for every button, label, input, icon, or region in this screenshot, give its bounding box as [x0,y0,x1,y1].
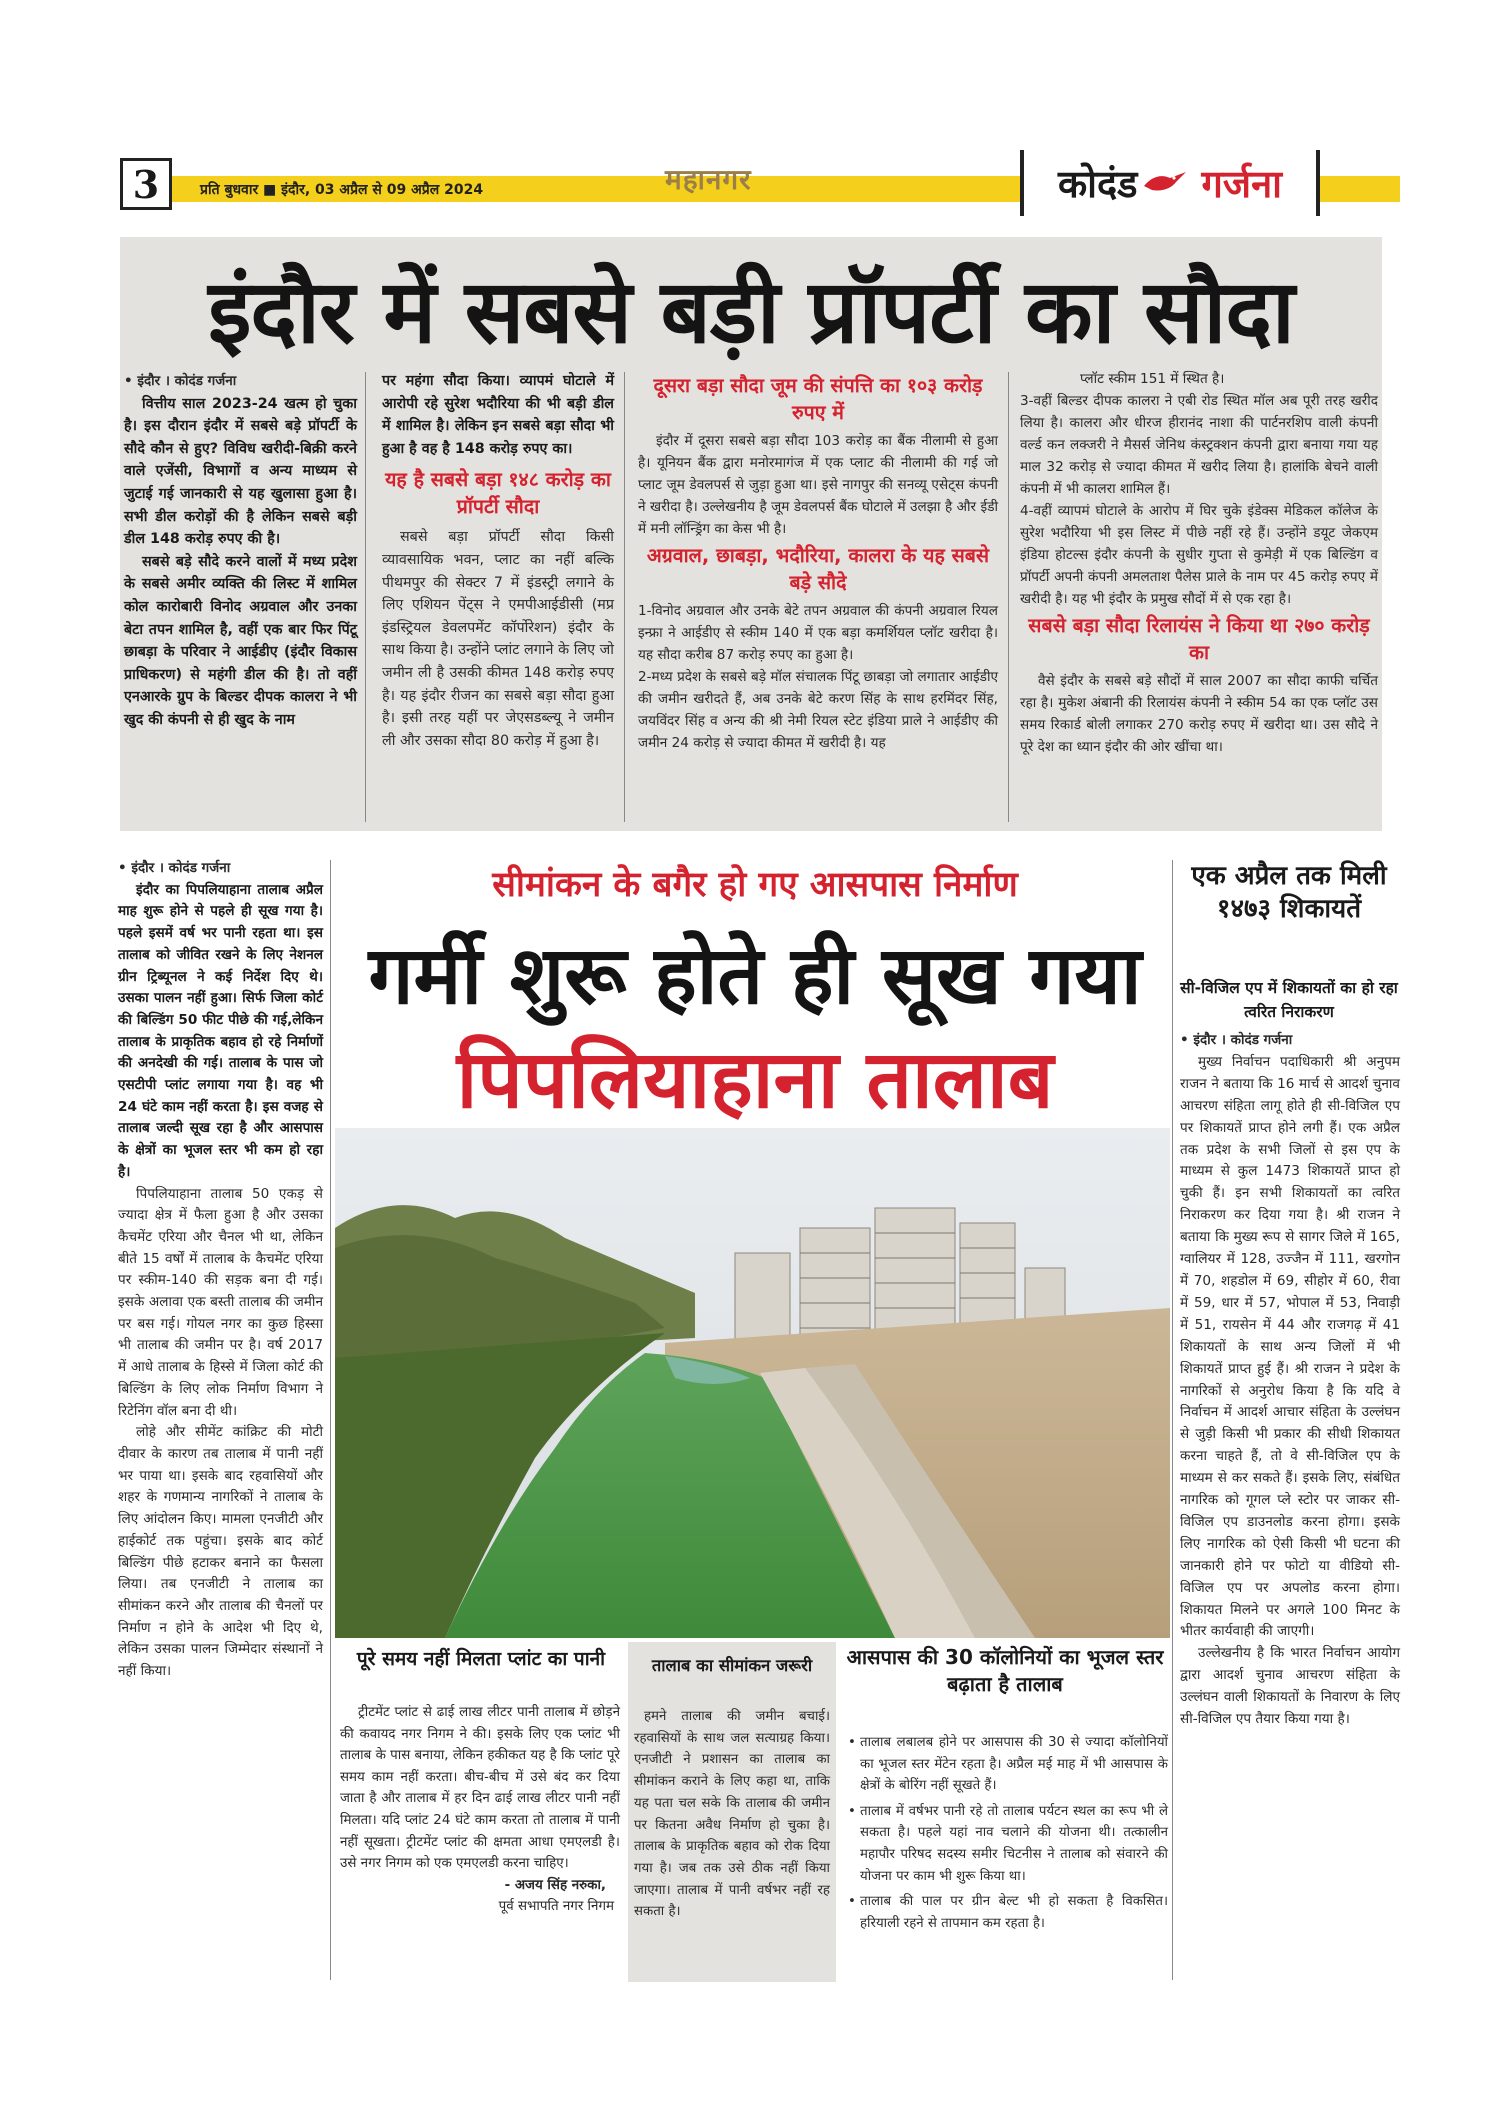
paragraph: ट्रीटमेंट प्लांट से ढाई लाख लीटर पानी तालाब में छोड़ने की कवायद नगर निगम ने की। इसके लिए एक प्लांट भी तालाब के पास बनाया, लेकिन हकीकत यह है कि प्लांट पूरे समय काम नहीं करता। बीच-बीच में उसे बंद कर दिया जाता है और तालाब में हर दिन ढाई लाख लीटर पानी नहीं मिलता। यदि प्लांट 24 घंटे काम करता तो तालाब में पानी नहीं सूखता। ट्रीटमेंट प्लांट की क्षमता आधा एमएलडी है। उसे नगर निगम को एक एमएलडी करना चाहिए। [340,1705,620,1872]
top-story-col-2 [382,370,614,752]
box2-body [634,1706,830,1923]
byline: • इंदौर । कोदंड गर्जना [1180,1032,1293,1048]
dry-lake-image [335,1128,1170,1638]
paragraph: इंदौर में दूसरा सबसे बड़ा सौदा 103 करोड़ का बैंक नीलामी से हुआ है। यूनियन बैंक द्वारा मनोरमागंज में एक प्लाट की नीलामी की गई जो प्लाट जूम डेवलपर्स से जुड़ा हुआ था। इसे नागपुर की सनव्यू एसेट्स कंपनी ने खरीदा है। उल्लेखनीय है जूम डेवलपर्स बैंक घोटाले में उलझा है और ईडी में मनी लॉन्ड्रिंग का केस भी है। [638,433,998,537]
column-divider [365,372,366,822]
paragraph: 1-विनोद अग्रवाल और उनके बेटे तपन अग्रवाल की कंपनी अग्रवाल रियल इन्फ्रा ने आईडीए से स्कीम 140 में एक बड़ा कमर्शियल प्लॉट खरीदा है। यह सौदा करीब 87 करोड़ रुपए का हुआ है। [638,603,998,663]
bird-logo-icon [1142,168,1188,198]
lake-story-headline-2: पिपलियाहाना तालाब [456,1033,1054,1126]
paragraph: इंदौर का पिपलियाहाना तालाब अप्रैल माह शुरू होने से पहले ही सूख गया है। पहले इसमें वर्ष भर पानी रहता था। इस तालाब को जीवित रखने के लिए नेशनल ग्रीन ट्रिब्यूनल ने कई निर्देश दिए थे। उसका पालन नहीं हुआ। सिर्फ जिला कोर्ट की बिल्डिंग 50 फीट पीछे की गई,लेकिन तालाब के प्राकृतिक बहाव हो रहे निर्माणों की अनदेखी की गई। तालाब के पास जो एसटीपी प्लांट लगाया गया है। वह भी 24 घंटे काम नहीं करता है। इस वजह से तालाब जल्दी सूख रहा है और आसपास के क्षेत्रों का भूजल स्तर भी कम हो रहा है। [118,881,323,1180]
right-story-subhead: सी-विजिल एप में शिकायतों का हो रहा त्वरित निराकरण [1180,979,1398,1021]
lake-story-headline-1: गर्मी शुरू होते ही सूख गया [368,929,1142,1022]
paragraph: 2-मध्य प्रदेश के सबसे बड़े मॉल संचालक पिंटू छाबड़ा जो लगातार आईडीए की जमीन खरीदते हैं, अब उनके बेटे करण सिंह के साथ हरमिंदर सिंह, जयविंदर सिंह व अन्य की श्री नेमी रियल स्टेट इंडिया प्राले ने आईडीए की जमीन 24 करोड़ से ज्यादा कीमत में खरीदी है। यह [638,669,998,751]
right-story-body [1180,1030,1400,1731]
top-story-col-1 [124,370,357,732]
lake-story-kicker: सीमांकन के बगैर हो गए आसपास निर्माण [492,865,1018,905]
column-divider [624,372,625,822]
box3-list [848,1732,1168,1934]
list-item: • तालाब की पाल पर ग्रीन बेल्ट भी हो सकता है विकसित। हरियाली रहने से तापमान कम रहता है। [860,1891,1168,1934]
lake-story-left-col [118,858,323,1683]
paragraph: वित्तीय साल 2023-24 खत्म हो चुका है। इस दौरान इंदौर में सबसे बड़े प्रॉपर्टी के सौदे कौन से हुए? विविध खरीदी-बिक्री करने वाले एजेंसी, विभागों व अन्य माध्यम से जुटाई गई जानकारी से यह खुलासा हुआ है। सभी डील करोड़ों की है लेकिन सबसे बड़ी डील 148 करोड़ रुपए की है। [124,395,357,548]
paragraph: 3-वहीं बिल्डर दीपक कालरा ने एबी रोड स्थित मॉल अब पूरी तरह खरीद लिया है। कालरा और धीरज हीरानंद नाशा की पार्टनरशिप वाली कंपनी वर्ल्ड कन लक्जरी ने मैसर्स जेनिथ कंस्ट्रक्शन कंपनी द्वारा बनाया गया यह माल 32 करोड़ से ज्यादा कीमत में खरीद लिया है। हालांकि बेचने वाली कंपनी में भी कालरा शामिल हैं। [1020,393,1378,497]
byline: • इंदौर । कोदंड गर्जना [124,373,237,389]
section-title: महानगर [665,163,752,196]
paragraph: उल्लेखनीय है कि भारत निर्वाचन आयोग द्वारा आदर्श चुनाव आचरण संहिता के उल्लंघन वाली शिकायतों के निवारण के लिए सी-विजिल एप तैयार किया गया है। [1180,1645,1400,1728]
right-story-headline: एक अप्रैल तक मिली १४७३ शिकायतें [1191,861,1387,924]
list-item: • तालाब लबालब होने पर आसपास की 30 से ज्यादा कॉलोनियों का भूजल स्तर मेंटेन रहता है। अप्रैल मई माह में भी आसपास के क्षेत्रों के बोरिंग नहीं सूखते हैं। [860,1732,1168,1797]
paragraph: पिपलियाहाना तालाब 50 एकड़ से ज्यादा क्षेत्र में फैला हुआ है और उसका कैचमेंट एरिया और चैनल भी था, लेकिन बीते 15 वर्षों में तालाब के कैचमेंट एरिया पर स्कीम-140 की सड़क बना दी गई। इसके अलावा एक बस्ती तालाब की जमीन पर बस गई। गोयल नगर का कुछ हिस्सा भी तालाब की जमीन पर है। वर्ष 2017 में आधे तालाब के हिस्से में जिला कोर्ट की बिल्डिंग के लिए लोक निर्माण विभाग ने रिटेनिंग वॉल बना दी थी। [118,1185,323,1419]
lake-photo [335,1128,1170,1638]
dateline: प्रति बुधवार ■ इंदौर, 03 अप्रैल से 09 अप्रैल 2024 [200,182,484,198]
column-divider [1172,860,1173,1980]
list-item: • तालाब में वर्षभर पानी रहे तो तालाब पर्यटन स्थल का रूप भी ले सकता है। पहले यहां नाव चलाने की योजना थी। तत्कालीन महापौर परिषद सदस्य समीर चिटनीस ने तालाब को संवारने की योजना पर काम भी शुरू किया था। [860,1801,1168,1887]
box1-heading: पूरे समय नहीं मिलता प्लांट का पानी [356,1648,606,1670]
paragraph: 4-वहीं व्यापमं घोटाले के आरोप में घिर चुके इंडेक्स मेडिकल कॉलेज के सुरेश भदौरिया भी इस लिस्ट में पीछे नहीं रहे हैं। उन्होंने डयूट जेकएम इंडिया होटल्स इंदौर कंपनी के सुधीर गुप्ता से कुमेड़ी में एक बिल्डिंग व प्रॉपर्टी अपनी कंपनी अमलताश पैलेस प्राले के नाम पर 45 करोड़ रुपए में खरीदी है। यह भी इंदौर के प्रमुख सौदों में से एक रहा है। [1020,503,1378,607]
box1-signature-title: पूर्व सभापति नगर निगम [498,1899,614,1915]
paragraph: प्लॉट स्कीम 151 में स्थित है। [1080,371,1225,387]
masthead-logo [1020,150,1320,216]
subheading: दूसरा बड़ा सौदा जूम की संपत्ति का १०३ करोड़ रुपए में [653,374,983,424]
byline: • इंदौर । कोदंड गर्जना [118,860,231,876]
page-number: 3 [120,158,172,210]
paragraph: हमने तालाब की जमीन बचाई। रहवासियों के साथ जल सत्याग्रह किया। एनजीटी ने प्रशासन का तालाब का सीमांकन कराने के लिए कहा था, ताकि यह पता चल सके कि तालाब की जमीन पर कितना अवैध निर्माण हो चुका है। तालाब के प्राकृतिक बहाव को रोक दिया गया है। जब तक उसे ठीक नहीं किया जाएगा। तालाब में पानी वर्षभर नहीं रह सकता है। [634,1709,830,1920]
paragraph: लोहे और सीमेंट कांक्रिट की मोटी दीवार के कारण तब तालाब में पानी नहीं भर पाया था। इसके बाद रहवासियों और शहर के गणमान्य नागरिकों ने तालाब के लिए आंदोलन किए। मामला एनजीटी और हाईकोर्ट तक पहुंचा। इसके बाद कोर्ट बिल्डिंग पीछे हटाकर बनाने का फैसला लिया। तब एनजीटी ने तालाब का सीमांकन करने और तालाब की चैनलों पर निर्माण न होने के आदेश भी दिए थे, लेकिन उसका पालन जिम्मेदार संस्थानों ने नहीं किया। [118,1424,323,1680]
box2-heading: तालाब का सीमांकन जरूरी [651,1656,813,1675]
box3-body [848,1732,1168,1934]
subheading: अग्रवाल, छाबड़ा, भदौरिया, कालरा के यह सबसे बड़े सौदे [646,544,990,594]
top-story-col-3 [638,370,998,754]
subheading: सबसे बड़ा सौदा रिलायंस ने किया था २७० करोड़ का [1028,614,1370,664]
logo-text-1: कोदंड [1057,162,1138,206]
paragraph: वैसे इंदौर के सबसे बड़े सौदों में साल 2007 का सौदा काफी चर्चित रहा है। मुकेश अंबानी की रिलायंस कंपनी ने स्कीम 54 का एक प्लॉट उस समय रिकार्ड बोली लगाकर 270 करोड़ रुपए में खरीदा था। उस सौदे ने पूरे देश का ध्यान इंदौर की ओर खींचा था। [1020,673,1378,755]
box1-signature-name: - अजय सिंह नरुका, [504,1877,606,1893]
top-story-headline: इंदौर में सबसे बड़ी प्रॉपर्टी का सौदा [208,260,1294,363]
paragraph: मुख्य निर्वाचन पदाधिकारी श्री अनुपम राजन ने बताया कि 16 मार्च से आदर्श चुनाव आचरण संहिता लागू होते ही सी-विजिल एप पर शिकायतें प्राप्त होने लगी हैं। एक अप्रैल तक प्रदेश के सभी जिलों से इस एप के माध्यम से कुल 1473 शिकायतें प्राप्त हो चुकी हैं। इन सभी शिकायतों का त्वरित निराकरण कर दिया गया है। श्री राजन ने बताया कि मुख्य रूप से सागर जिले में 165, ग्वालियर में 128, उज्जैन में 111, खरगोन में 70, शहडोल में 69, सीहोर में 60, रीवा में 59, धार में 57, भोपाल में 53, निवाड़ी में 51, रायसेन में 44 और राजगढ़ में 41 शिकायतों के साथ अन्य जिलों में भी शिकायतें प्राप्त हुई हैं। श्री राजन ने प्रदेश के नागरिकों से अनुरोध किया है कि यदि वे निर्वाचन में आदर्श आचार संहिता के उल्लंघन से जुड़ी किसी भी प्रकार की सीधी शिकायत करना चाहते हैं, तो वे सी-विजिल एप के माध्यम से कर सकते हैं। इसके लिए, संबंधित नागरिक को गूगल प्ले स्टोर पर जाकर सी-विजिल एप डाउनलोड करना होगा। इसके लिए नागरिक को ऐसी किसी भी घटना की जानकारी होने पर फोटो या वीडियो सी-विजिल एप पर अपलोड करना होगा। शिकायत मिलने पर अगले 100 मिनट के भीतर कार्यवाही की जाएगी। [1180,1053,1400,1640]
paragraph: सबसे बड़े सौदे करने वालों में मध्य प्रदेश के सबसे अमीर व्यक्ति की लिस्ट में शामिल कोल कारोबारी विनोद अग्रवाल और उनका बेटा तपन शामिल है, वहीं एक बार फिर पिंटू छाबड़ा के परिवार ने आईडीए (इंदौर विकास प्राधिकरण) से महंगी डील की है। तो वहीं एनआरके ग्रुप के बिल्डर दीपक कालरा ने भी खुद की कंपनी से ही खुद के नाम [124,553,357,728]
paragraph: पर महंगा सौदा किया। व्यापमं घोटाले में आरोपी रहे सुरेश भदौरिया की भी बड़ी डील में शामिल है। लेकिन इन सबसे बड़ा सौदा भी हुआ है वह है 148 करोड़ रुपए का। [382,373,614,457]
subheading: यह है सबसे बड़ा १४८ करोड़ का प्रॉपर्टी सौदा [385,468,611,519]
paragraph: सबसे बड़ा प्रॉपर्टी सौदा किसी व्यावसायिक भवन, प्लाट का नहीं बल्कि पीथमपुर की सेक्टर 7 में इंडस्ट्री लगाने के लिए एशियन पेंट्स ने एमपीआईडीसी (मप्र इंडस्ट्रियल डेवलपमेंट कॉर्पोरेशन) इंदौर के साथ किया है। उन्होंने प्लांट लगाने के लिए जो जमीन ली है उसकी कीमत 148 करोड़ रुपए है। यह इंदौर रीजन का सबसे बड़ा सौदा हुआ है। इसी तरह यहीं पर जेएसडब्ल्यू ने जमीन ली और उसका सौदा 80 करोड़ में हुआ है। [382,529,614,749]
logo-text-2: गर्जना [1201,162,1283,206]
top-story-col-4 [1020,368,1378,758]
box3-heading: आसपास की 30 कॉलोनियों का भूजल स्तर बढ़ाता है तालाब [846,1645,1164,1696]
column-divider [1008,372,1009,822]
box1-body [340,1702,620,1918]
